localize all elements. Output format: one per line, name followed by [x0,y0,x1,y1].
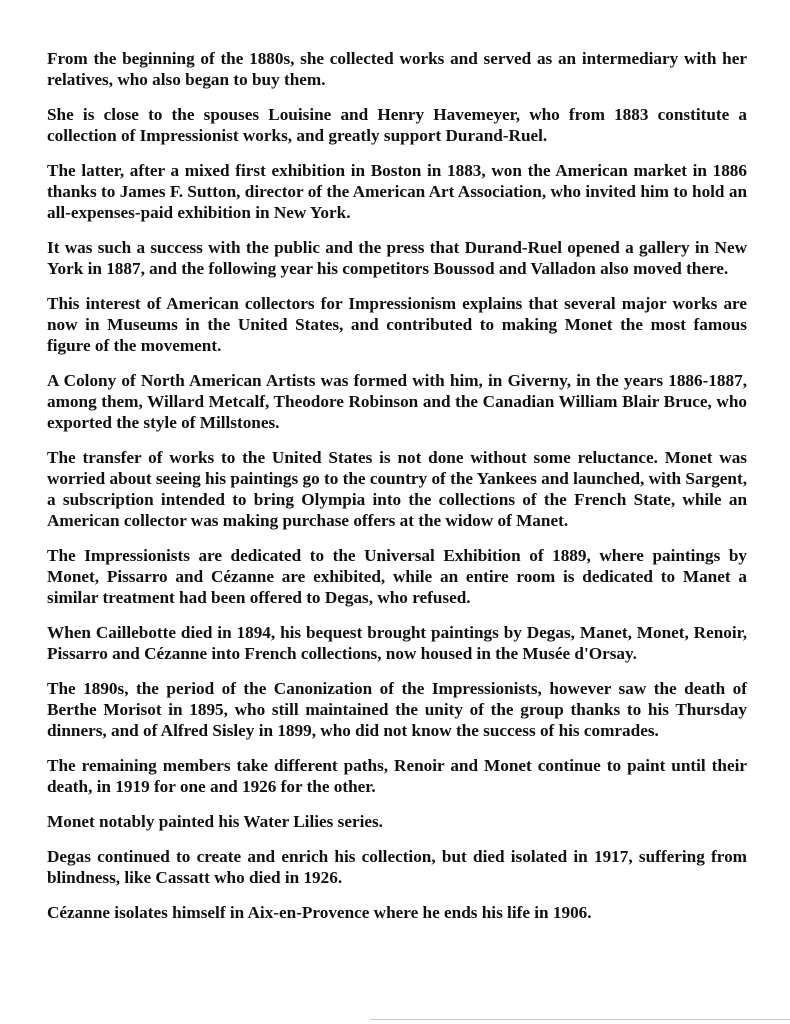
paragraph-8: The Impressionists are dedicated to the Universal Exhibition of 1889, where paintings by Monet, Pissarro and Cézanne are exhibited, while an entire room is dedicated to Manet a similar treatment had been offered to Degas, who refused. [47,546,747,607]
paragraph-3: The latter, after a mixed first exhibition in Boston in 1883, won the American market in 1886 thanks to James F. Sutton, director of the American Art Association, who invited him to hold an all-expenses-paid exhibition in New York. [47,161,747,222]
paragraph-11: The remaining members take different paths, Renoir and Monet continue to paint until their death, in 1919 for one and 1926 for the other. [47,756,747,796]
paragraph-1: From the beginning of the 1880s, she collected works and served as an intermediary with her relatives, who also began to buy them. [47,49,747,89]
paragraph-10: The 1890s, the period of the Canonization of the Impressionists, however saw the death of Berthe Morisot in 1895, who still maintained the unity of the group thanks to his Thursday dinners, and of Alfred Sisley in 1899, who did not know the success of his comrades. [47,679,747,740]
paragraph-14: Cézanne isolates himself in Aix-en-Provence where he ends his life in 1906. [47,903,592,922]
paragraph-4: It was such a success with the public and the press that Durand-Ruel opened a gallery in New York in 1887, and the following year his competitors Boussod and Valladon also moved there. [47,238,747,278]
paragraph-13: Degas continued to create and enrich his collection, but died isolated in 1917, suffering from blindness, like Cassatt who died in 1926. [47,847,747,887]
page-edge-rule [370,1019,790,1020]
paragraph-9: When Caillebotte died in 1894, his bequest brought paintings by Degas, Manet, Monet, Renoir, Pissarro and Cézanne into French collections, now housed in the Musée d'Orsay. [47,623,747,663]
document-page [47,48,747,937]
paragraph-6: A Colony of North American Artists was formed with him, in Giverny, in the years 1886-1887, among them, Willard Metcalf, Theodore Robinson and the Canadian William Blair Bruce, who exported the style of Millstones. [47,371,747,432]
paragraph-7: The transfer of works to the United States is not done without some reluctance. Monet was worried about seeing his paintings go to the country of the Yankees and launched, with Sargent, a subscription intended to bring Olympia into the collections of the French State, while an American collector was making purchase offers at the widow of Manet. [47,448,747,530]
paragraph-5: This interest of American collectors for Impressionism explains that several major works are now in Museums in the United States, and contributed to making Monet the most famous figure of the movement. [47,294,747,355]
paragraph-12: Monet notably painted his Water Lilies series. [47,812,383,831]
paragraph-2: She is close to the spouses Louisine and Henry Havemeyer, who from 1883 constitute a collection of Impressionist works, and greatly support Durand-Ruel. [47,105,747,145]
